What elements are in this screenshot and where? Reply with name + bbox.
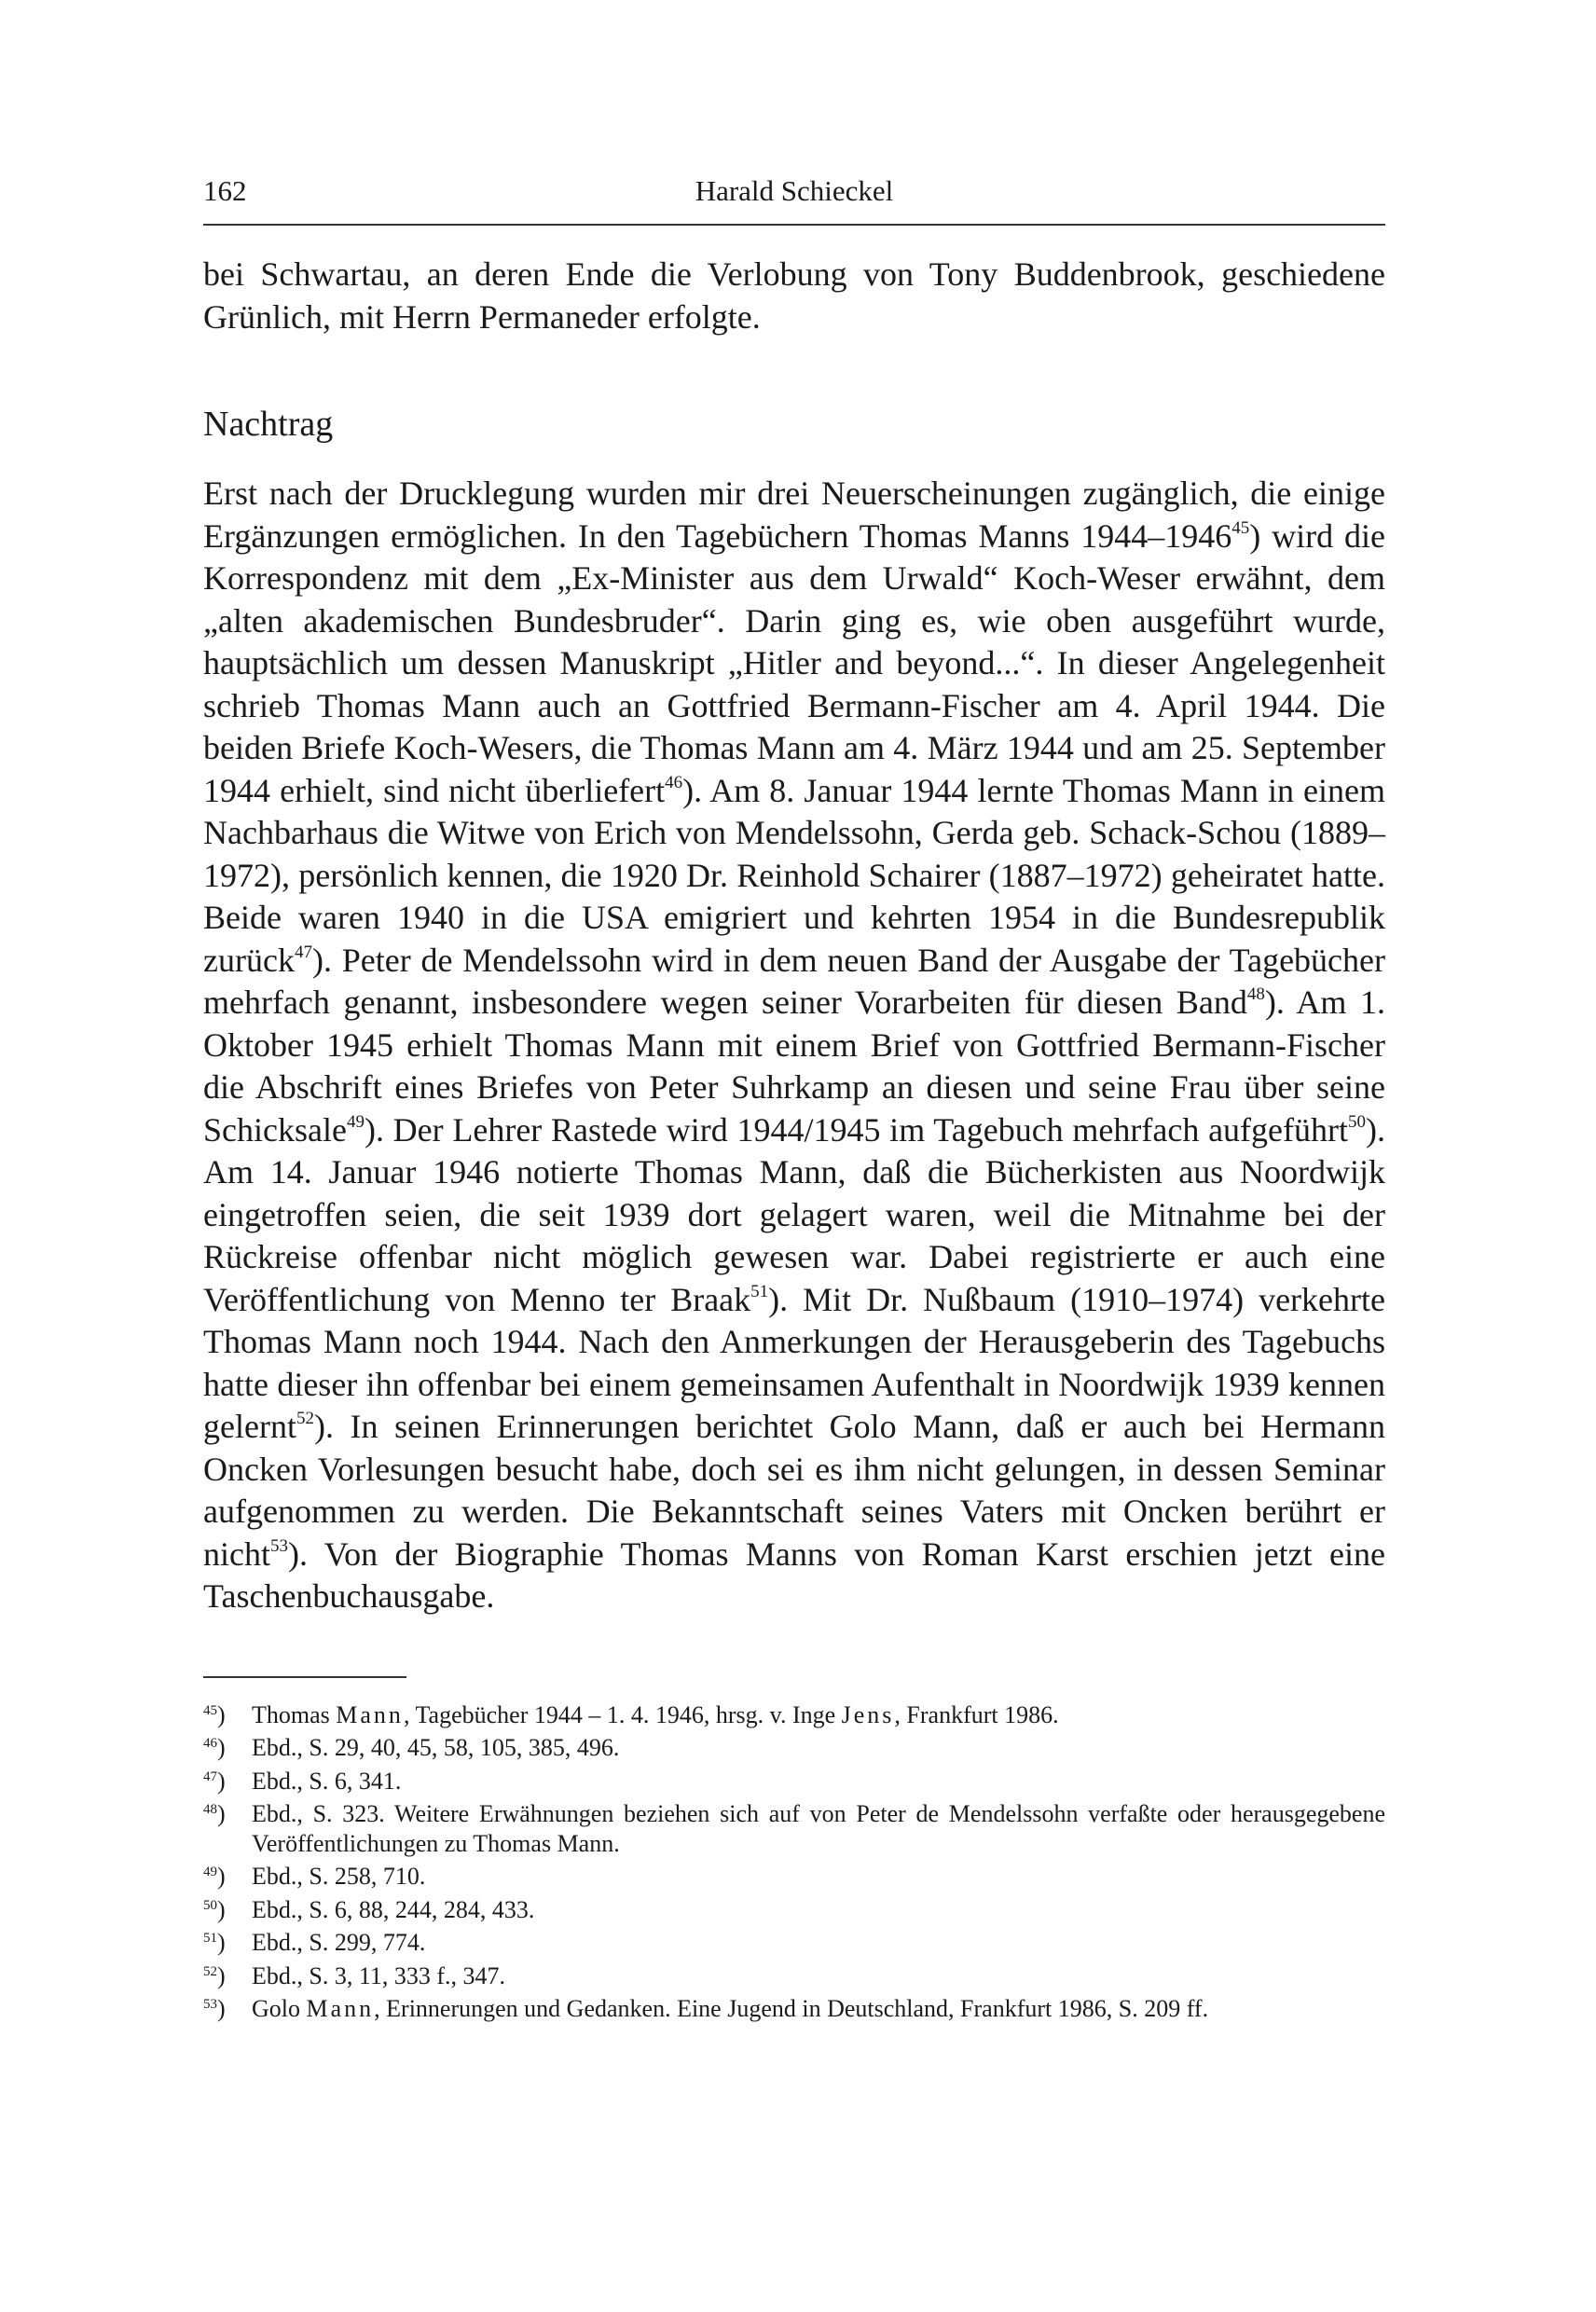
footnote-marker: $^{46}$) [203, 1734, 226, 1761]
author-name: Mann [336, 1700, 404, 1728]
author-name: Mann [306, 1995, 375, 2022]
footnote-51: $^{51}$) Ebd., S. 299, 774. [203, 1929, 426, 1956]
running-head [203, 168, 1385, 214]
nachtrag-paragraph [203, 473, 1385, 1618]
footnote-marker: $^{50}$) [203, 1895, 226, 1923]
page-number: 162 [203, 174, 247, 207]
footnote-52: $^{52}$) Ebd., S. 3, 11, 333 f., 347. [203, 1961, 506, 1989]
body-segment: ). Der Lehrer Rastede wird 1944/1945 im Tagebuch mehrfach aufgeführt [364, 1110, 1348, 1149]
footnote-47: $^{47}$) Ebd., S. 6, 341. [203, 1767, 402, 1795]
footnote-53: $^{53}$) Golo Mann, Erinnerungen und Gedanken. Eine Jugend in Deutschland, Frankfurt 1986, S. 209 ff. [203, 1995, 1209, 2022]
body-segment: Erst nach der Drucklegung wurden mir drei Neuerscheinungen zugänglich, die einige Ergänzungen ermöglichen. In den Tagebüchern Thomas Manns 1944–1946 [203, 475, 1385, 555]
footnote-marker: $^{47}$) [203, 1767, 226, 1795]
footnotes [203, 1700, 1385, 2024]
body-segment: ). Am 14. Januar 1946 notierte Thomas Mann, daß die Bücherkisten aus Noordwijk eingetroffen seien, die seit 1939 dort gelagert waren, weil die Mitnahme bei der Rückreise offenbar nicht möglich gewesen war. Dabei registrierte er auch eine Veröffentlichung von Menno ter Braak [203, 1110, 1385, 1318]
footnote-ref-50[interactable]: 50 [1348, 1111, 1366, 1132]
body-segment: ). Am 8. Januar 1944 lernte Thomas Mann in einem Nachbarhaus die Witwe von Erich von Mendelssohn, Gerda geb. Schack-Schou (1889–1972), persönlich kennen, die 1920 Dr. Reinhold Schairer (1887–1972) geheiratet hatte. Beide waren 1940 in die USA emigriert und kehrten 1954 in die Bundesrepublik zurück [203, 771, 1386, 979]
footnote-ref-48[interactable]: 48 [1246, 984, 1265, 1004]
footnote-ref-47[interactable]: 47 [294, 942, 312, 962]
body-segment: ). Am 1. Oktober 1945 erhielt Thomas Mann mit einem Brief von Gottfried Bermann-Fischer die Abschrift eines Briefes von Peter Suhrkamp an diesen und seine Frau über seine Schicksale [203, 984, 1385, 1149]
body-segment: ). Mit Dr. Nußbaum (1910–1974) verkehrte Thomas Mann noch 1944. Nach den Anmerkungen der Herausgeberin des Tagebuchs hatte dieser ihn offenbar bei einem gemeinsamen Aufenthalt in Noordwijk 1939 kennen gelernt [203, 1280, 1385, 1445]
footnote-45: $^{45}$) Thomas Mann, Tagebücher 1944 – 1. 4. 1946, hrsg. v. Inge Jens, Frankfurt 1986. [203, 1700, 1059, 1728]
footnote-49: $^{49}$) Ebd., S. 258, 710. [203, 1863, 426, 1890]
footnote-ref-53[interactable]: 53 [269, 1535, 288, 1556]
body-segment: ) wird die Korrespondenz mit dem „Ex-Minister aus dem Urwald“ Koch-Weser erwähnt, dem „alten akademischen Bundesbruder“. Darin ging es, wie oben ausgeführt wurde, hauptsächlich um dessen Manuskript „Hitler and beyond...“. In dieser Angelegenheit schrieb Thomas Mann auch an Gottfried Bermann-Fischer am 4. April 1944. Die beiden Briefe Koch-Wesers, die Thomas Mann am 4. März 1944 und am 25. September 1944 erhielt, sind nicht überliefert [203, 516, 1385, 809]
intro-paragraph: bei Schwartau, an deren Ende die Verlobung von Tony Buddenbrook, geschiedene Grünlich, mit Herrn Permaneder erfolgte. [203, 255, 1385, 336]
body-text [203, 254, 1385, 1618]
footnote-ref-49[interactable]: 49 [346, 1111, 365, 1132]
footnote-marker: $^{49}$) [203, 1863, 226, 1890]
body-segment: ). In seinen Erinnerungen berichtet Golo Mann, daß er auch bei Hermann Oncken Vorlesungen besucht habe, doch sei es ihm nicht gelungen, in dessen Seminar aufgenommen zu werden. Die Bekanntschaft seines Vaters mit Oncken berührt er nicht [203, 1408, 1385, 1573]
body-segment: ). Peter de Mendelssohn wird in dem neuen Band der Ausgabe der Tagebücher mehrfach genannt, insbesondere wegen seiner Vorarbeiten für diesen Band [203, 941, 1385, 1021]
page [203, 168, 1385, 2028]
footnote-46: $^{46}$) Ebd., S. 29, 40, 45, 58, 105, 385, 496. [203, 1734, 620, 1761]
footnote-marker: $^{51}$) [203, 1929, 226, 1956]
footnote-ref-51[interactable]: 51 [750, 1281, 769, 1301]
section-heading: Nachtrag [203, 405, 334, 444]
footnote-50: $^{50}$) Ebd., S. 6, 88, 244, 284, 433. [203, 1895, 535, 1923]
footnote-marker: $^{48}$) [203, 1800, 226, 1827]
footnote-ref-52[interactable]: 52 [296, 1409, 314, 1428]
footnote-marker: $^{53}$) [203, 1995, 226, 2022]
footnote-rule [203, 1676, 406, 1678]
footnote-marker: $^{45}$) [203, 1700, 226, 1728]
body-segment: ). Von der Biographie Thomas Manns von Roman Karst erschien jetzt eine Taschenbuchausgabe. [203, 1534, 1385, 1615]
footnote-marker: $^{52}$) [203, 1961, 226, 1989]
footnote-48: $^{48}$) Ebd., S. 323. Weitere Erwähnungen beziehen sich auf von Peter de Mendelssohn verfaßte oder herausgegebene Veröffentlichungen zu Thomas Mann. [203, 1800, 1385, 1857]
header-rule [203, 224, 1385, 226]
footnote-ref-46[interactable]: 46 [665, 772, 683, 792]
running-head-author: Harald Schieckel [695, 174, 894, 207]
footnote-ref-45[interactable]: 45 [1231, 517, 1250, 538]
editor-name: Jens [841, 1700, 895, 1728]
